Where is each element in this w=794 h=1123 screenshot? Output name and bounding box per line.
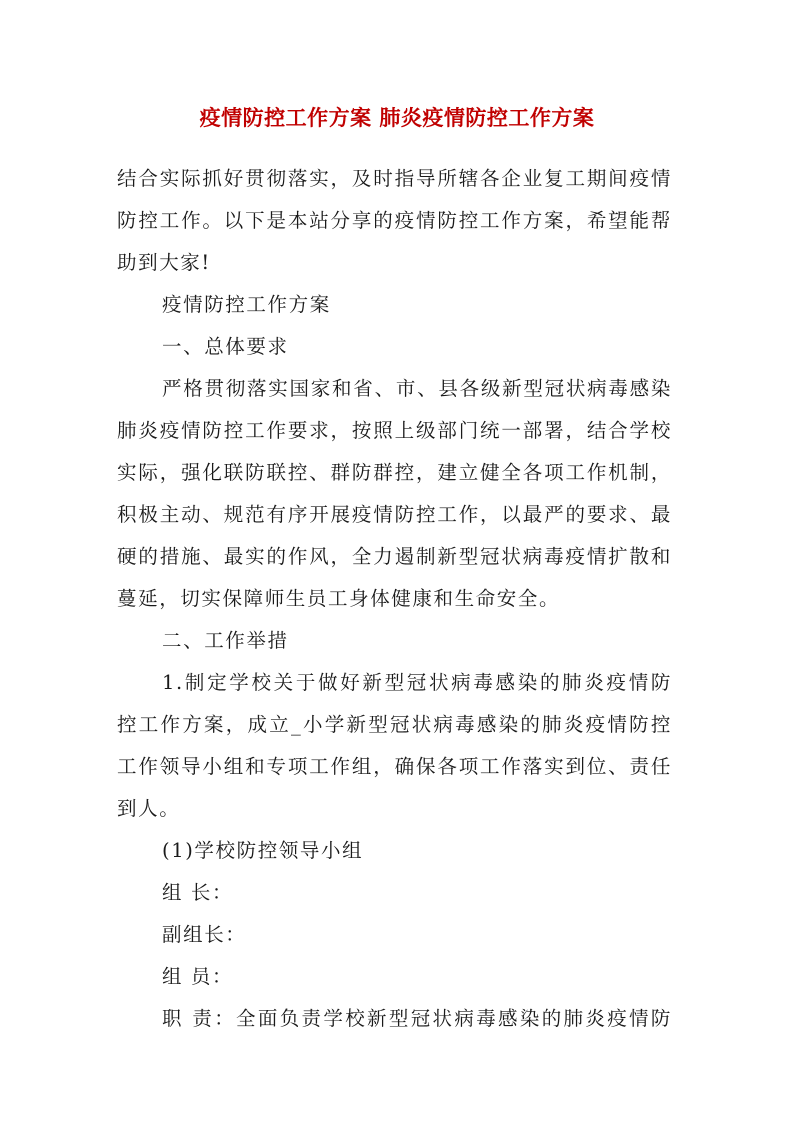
paragraph-line: 防控工作。以下是本站分享的疫情防控工作方案，希望能帮: [117, 209, 672, 232]
paragraph-line: 积极主动、规范有序开展疫情防控工作，以最严的要求、最: [117, 503, 672, 526]
paragraph-line: 实际，强化联防联控、群防群控，建立健全各项工作机制，: [117, 461, 672, 484]
section-heading: 二、工作举措: [162, 629, 289, 652]
section-heading: 疫情防控工作方案: [162, 293, 331, 316]
document-title: 疫情防控工作方案 肺炎疫情防控工作方案: [199, 105, 595, 130]
paragraph-line: 蔓延，切实保障师生员工身体健康和生命安全。: [117, 587, 561, 610]
subsection-heading: (1)学校防控领导小组: [162, 839, 364, 862]
paragraph-line: 肺炎疫情防控工作要求，按照上级部门统一部署，结合学校: [117, 419, 672, 442]
paragraph-line: 硬的措施、最实的作风，全力遏制新型冠状病毒疫情扩散和: [117, 545, 672, 568]
section-heading: 一、总体要求: [162, 335, 289, 358]
role-line: 副组长：: [162, 923, 247, 946]
paragraph-line: 工作领导小组和专项工作组，确保各项工作落实到位、责任: [117, 755, 672, 778]
role-line: 组 长：: [162, 881, 234, 904]
paragraph-line: 1.制定学校关于做好新型冠状病毒感染的肺炎疫情防: [162, 671, 672, 694]
paragraph-line: 助到大家!: [117, 251, 211, 274]
role-line: 组 员：: [162, 965, 234, 988]
role-line: 职 责：全面负责学校新型冠状病毒感染的肺炎疫情防: [162, 1007, 672, 1030]
paragraph-line: 控工作方案，成立_小学新型冠状病毒感染的肺炎疫情防控: [117, 713, 672, 736]
paragraph-line: 到人。: [117, 797, 181, 820]
paragraph-line: 结合实际抓好贯彻落实，及时指导所辖各企业复工期间疫情: [117, 167, 672, 190]
paragraph-line: 严格贯彻落实国家和省、市、县各级新型冠状病毒感染: [162, 377, 672, 400]
